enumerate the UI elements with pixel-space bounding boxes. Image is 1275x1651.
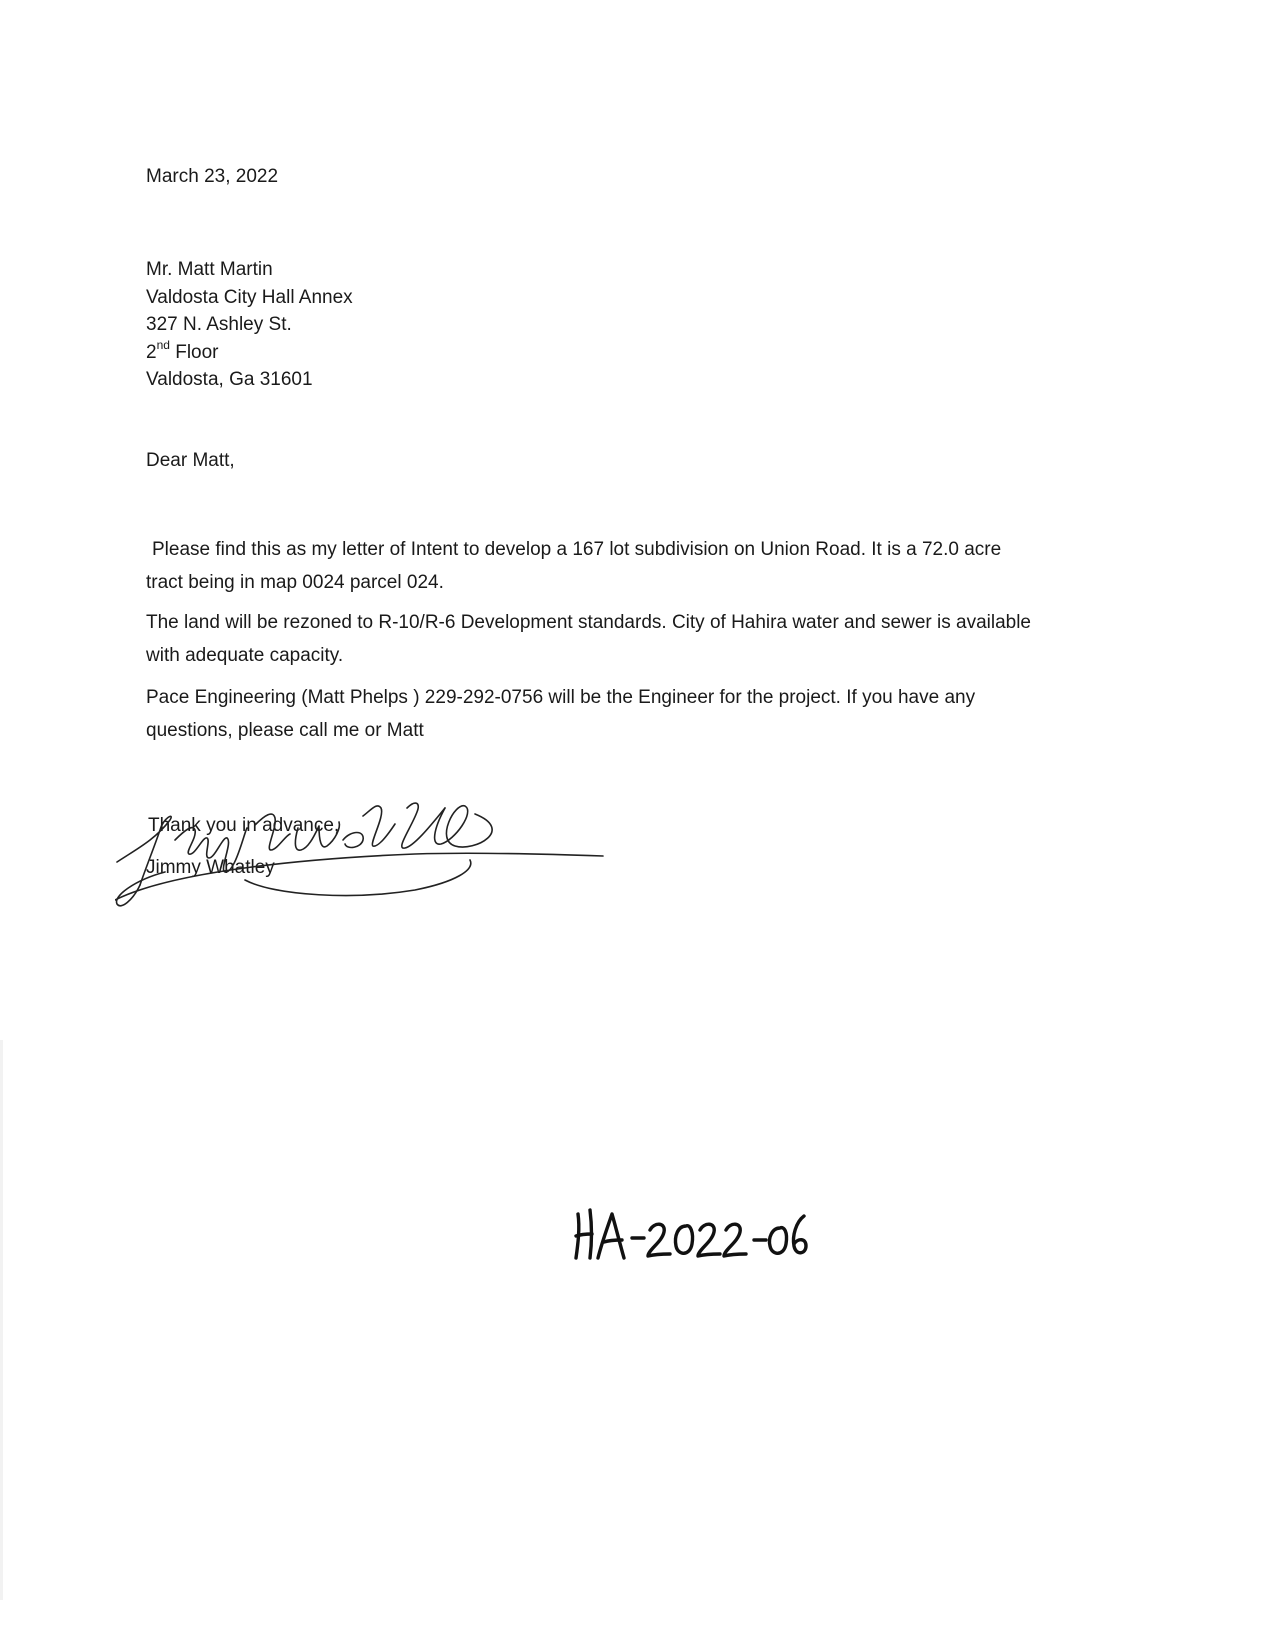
floor-suffix: nd — [156, 338, 170, 353]
paragraph-line: Please find this as my letter of Intent to develop a 167 lot subdivision on Union Road. It is a 72.0 acre — [152, 539, 1002, 560]
recipient-city: Valdosta, Ga 31601 — [146, 369, 313, 390]
recipient-name: Mr. Matt Martin — [146, 259, 273, 280]
scan-edge-shadow — [0, 1040, 3, 1600]
signer-name: Jimmy Whatley — [146, 857, 275, 878]
paragraph-zoning — [146, 606, 1136, 672]
recipient-address — [146, 256, 353, 394]
recipient-street: 327 N. Ashley St. — [146, 314, 292, 335]
handwritten-file-number — [570, 1200, 810, 1270]
handwritten-signature — [115, 800, 605, 910]
recipient-org: Valdosta City Hall Annex — [146, 286, 353, 308]
paragraph-line: questions, please call me or Matt — [146, 720, 424, 741]
recipient-floor — [146, 339, 353, 367]
paragraph-line: Pace Engineering (Matt Phelps ) 229-292-0756 will be the Engineer for the project. If you have any — [146, 687, 976, 708]
closing: Thank you in advance, — [148, 815, 340, 836]
paragraph-intent — [146, 533, 1136, 599]
paragraph-engineer — [146, 681, 1136, 747]
salutation: Dear Matt, — [146, 450, 235, 471]
paragraph-line: with adequate capacity. — [146, 645, 344, 666]
floor-word: Floor — [175, 341, 219, 363]
floor-number: 2 — [146, 341, 157, 363]
paragraph-line: The land will be rezoned to R-10/R-6 Development standards. City of Hahira water and sewer is available — [146, 612, 1031, 633]
paragraph-line: tract being in map 0024 parcel 024. — [146, 572, 444, 593]
letter-date: March 23, 2022 — [146, 166, 279, 187]
